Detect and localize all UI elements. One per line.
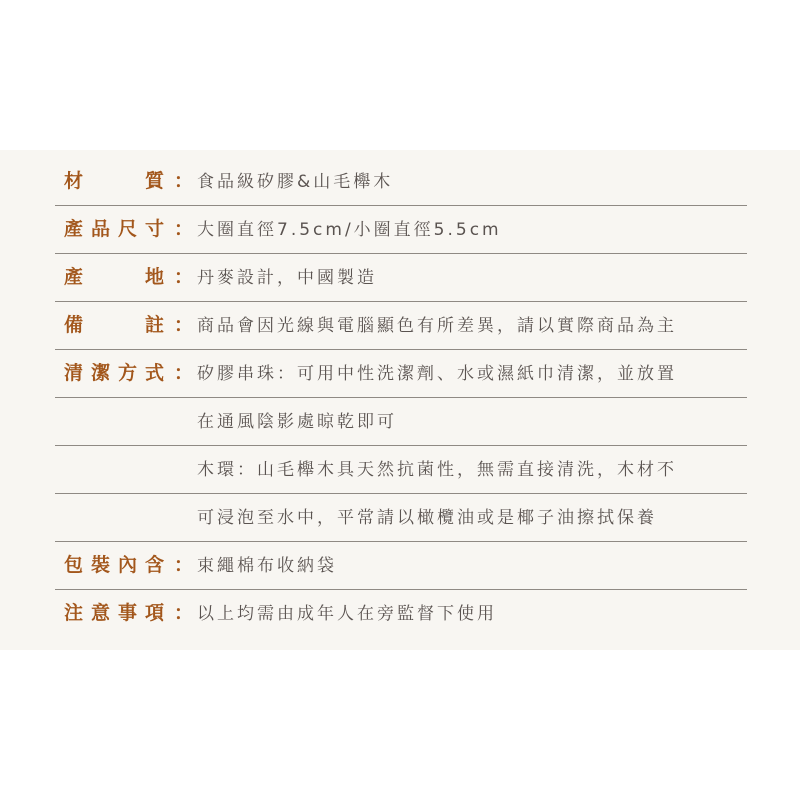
label-char: 品 [90, 218, 110, 240]
label-char: 產 [64, 266, 84, 288]
spec-row-product-size [55, 206, 747, 254]
label-char: 潔 [90, 362, 110, 384]
spec-row-package-contents [55, 542, 747, 590]
label-char: 產 [64, 218, 84, 240]
label-colon: ： [174, 170, 194, 192]
label-char: 事 [117, 602, 137, 624]
spec-row-origin [55, 254, 747, 302]
spec-row-notes [55, 302, 747, 350]
value-cleaning-line: 可浸泡至水中，平常請以橄欖油或是椰子油擦拭保養 [197, 508, 657, 528]
label-char: 注 [64, 602, 84, 624]
label-origin [64, 264, 164, 290]
label-colon: ： [174, 266, 194, 288]
label-colon: ： [174, 314, 194, 336]
label-char: 方 [117, 362, 137, 384]
label-char: 寸 [144, 218, 164, 240]
label-char: 地 [144, 266, 164, 288]
value-notes: 商品會因光線與電腦顯色有所差異，請以實際商品為主 [197, 316, 677, 336]
label-char: 裝 [90, 554, 110, 576]
spec-row-cleaning-wood [55, 446, 747, 494]
spec-row-cleaning-continued [55, 398, 747, 446]
label-char: 註 [144, 314, 164, 336]
value-cleaning-line: 木環：山毛櫸木具天然抗菌性，無需直接清洗，木材不 [197, 460, 677, 480]
label-product-size [64, 216, 164, 242]
product-spec-panel [0, 150, 800, 650]
label-colon: ： [174, 218, 194, 240]
label-char: 尺 [117, 218, 137, 240]
label-char: 項 [144, 602, 164, 624]
spec-row-material [55, 158, 747, 206]
label-char: 清 [64, 362, 84, 384]
value-precautions: 以上均需由成年人在旁監督下使用 [197, 604, 497, 624]
spec-row-precautions [55, 590, 747, 638]
label-char: 包 [64, 554, 84, 576]
value-cleaning-line: 在通風陰影處晾乾即可 [197, 412, 397, 432]
label-precautions [64, 600, 164, 626]
label-char: 意 [90, 602, 110, 624]
label-colon: ： [174, 362, 194, 384]
value-origin: 丹麥設計，中國製造 [197, 268, 377, 288]
label-package-contents [64, 552, 164, 578]
label-material [64, 168, 164, 194]
label-char: 含 [144, 554, 164, 576]
value-material: 食品級矽膠&山毛櫸木 [197, 172, 394, 192]
label-colon: ： [174, 554, 194, 576]
label-char: 內 [117, 554, 137, 576]
label-char: 式 [144, 362, 164, 384]
spec-row-cleaning-wood-continued [55, 494, 747, 542]
label-char: 材 [64, 170, 84, 192]
label-colon: ： [174, 602, 194, 624]
value-product-size: 大圈直徑7.5cm/小圈直徑5.5cm [197, 220, 502, 240]
value-cleaning-line: 矽膠串珠：可用中性洗潔劑、水或濕紙巾清潔，並放置 [197, 364, 677, 384]
spec-row-cleaning [55, 350, 747, 398]
label-char: 質 [144, 170, 164, 192]
label-char: 備 [64, 314, 84, 336]
label-cleaning [64, 360, 164, 386]
value-package-contents: 束繩棉布收納袋 [197, 556, 337, 576]
label-notes [64, 312, 164, 338]
